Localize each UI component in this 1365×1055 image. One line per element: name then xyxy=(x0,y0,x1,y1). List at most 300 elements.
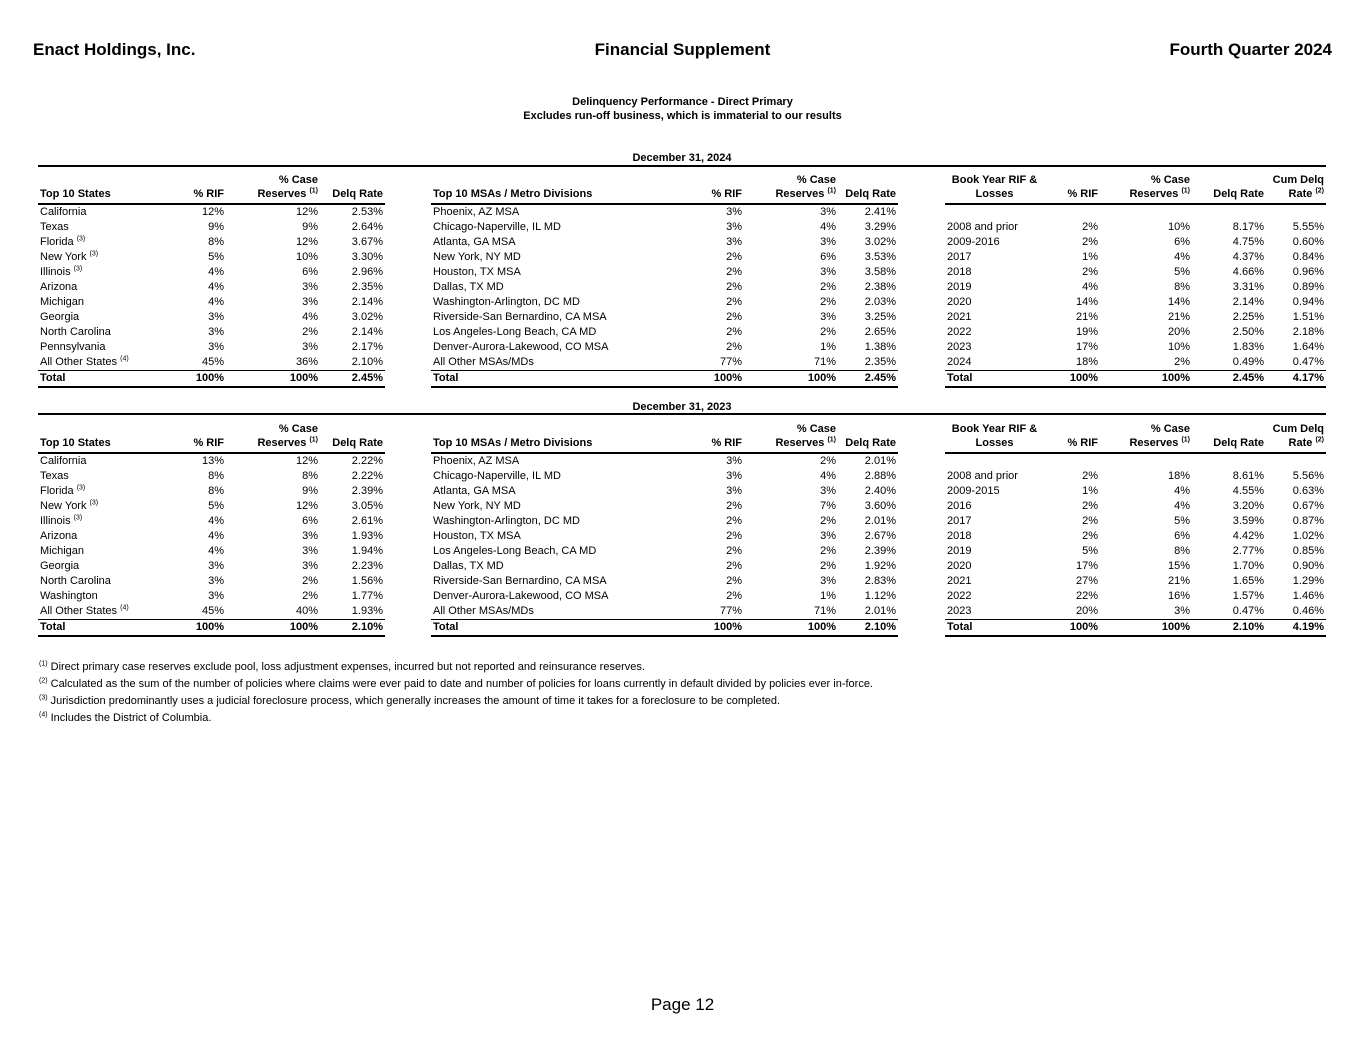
delq-value: 2.39% xyxy=(864,545,896,557)
state-name: Texas xyxy=(40,470,69,482)
table-row xyxy=(431,484,898,499)
cum-delq-value: 0.46% xyxy=(1292,605,1324,617)
rif-value: 2% xyxy=(726,575,742,587)
empty-cell xyxy=(1100,453,1192,469)
cum-delq-value: 0.94% xyxy=(1292,296,1324,308)
msa-name: Phoenix, AZ MSA xyxy=(433,206,520,218)
table-row xyxy=(431,453,898,469)
msa-name: Atlanta, GA MSA xyxy=(433,236,516,248)
empty-cell xyxy=(1044,453,1100,469)
case-value: 8% xyxy=(1174,281,1190,293)
msa-name: All Other MSAs/MDs xyxy=(433,605,534,617)
case-value: 40% xyxy=(295,605,318,617)
table-row xyxy=(431,559,898,574)
case-value: 100% xyxy=(226,620,320,637)
msa-name: Washington-Arlington, DC MD xyxy=(433,296,580,308)
rif-value: 77% xyxy=(719,356,742,368)
case-value: 6% xyxy=(1174,236,1190,248)
table-row xyxy=(945,235,1326,250)
total-label: Total xyxy=(431,371,690,388)
table-row xyxy=(431,499,898,514)
case-value: 18% xyxy=(1167,470,1190,482)
delq-value: 1.70% xyxy=(1232,560,1264,572)
cum-delq-value: 0.67% xyxy=(1292,500,1324,512)
cum-delq-value: 4.17% xyxy=(1266,371,1326,388)
table-row xyxy=(431,235,898,250)
rif-value: 3% xyxy=(726,485,742,497)
table-row xyxy=(945,559,1326,574)
case-value: 100% xyxy=(744,620,838,637)
delq-value: 1.94% xyxy=(351,545,383,557)
msa-name: Riverside-San Bernardino, CA MSA xyxy=(433,575,607,587)
empty-cell xyxy=(1266,204,1326,220)
rif-value: 1% xyxy=(1082,485,1098,497)
case-value: 2% xyxy=(820,326,836,338)
rif-value: 2% xyxy=(726,296,742,308)
col-header-case: % Case Reserves $^{(1)}$ xyxy=(744,420,838,453)
table-row xyxy=(38,514,385,529)
case-value: 3% xyxy=(1174,605,1190,617)
case-value: 3% xyxy=(820,575,836,587)
delq-value: 1.56% xyxy=(351,575,383,587)
footnote-ref: (3) xyxy=(76,484,86,492)
empty-cell xyxy=(945,453,1044,469)
cum-delq-value: 5.56% xyxy=(1292,470,1324,482)
rif-value: 100% xyxy=(177,371,226,388)
case-value: 12% xyxy=(295,206,318,218)
book-year: 2016 xyxy=(947,500,972,512)
case-value: 100% xyxy=(226,371,320,388)
case-value: 4% xyxy=(820,221,836,233)
case-value: 16% xyxy=(1167,590,1190,602)
state-name: Arizona xyxy=(40,281,78,293)
msa-name: Chicago-Naperville, IL MD xyxy=(433,221,561,233)
table-row xyxy=(38,295,385,310)
delq-value: 2.10% xyxy=(320,620,385,637)
company-name: Enact Holdings, Inc. xyxy=(33,40,196,59)
rif-value: 17% xyxy=(1075,341,1098,353)
delq-value: 3.59% xyxy=(1232,515,1264,527)
col-header-book-year: Book Year RIF & Losses xyxy=(945,171,1044,204)
rif-value: 3% xyxy=(208,560,224,572)
rif-value: 100% xyxy=(1044,620,1100,637)
rif-value: 21% xyxy=(1075,311,1098,323)
case-value: 7% xyxy=(820,500,836,512)
case-value: 5% xyxy=(1174,515,1190,527)
book-year: 2022 xyxy=(947,590,972,602)
table-row xyxy=(945,514,1326,529)
cum-delq-value: 5.55% xyxy=(1292,221,1324,233)
delq-value: 1.65% xyxy=(1232,575,1264,587)
rif-value: 3% xyxy=(726,455,742,467)
case-value: 3% xyxy=(302,281,318,293)
case-value: 4% xyxy=(302,311,318,323)
table-row xyxy=(38,559,385,574)
book-year-table xyxy=(945,420,1326,637)
msa-name: Denver-Aurora-Lakewood, CO MSA xyxy=(433,341,609,353)
rif-value: 13% xyxy=(201,455,224,467)
footnote-ref: (1) xyxy=(309,187,318,195)
delq-value: 2.83% xyxy=(864,575,896,587)
cum-delq-value: 1.46% xyxy=(1292,590,1324,602)
delq-value: 8.17% xyxy=(1232,221,1264,233)
case-value: 10% xyxy=(1167,341,1190,353)
delq-value: 2.01% xyxy=(864,455,896,467)
table-row xyxy=(38,204,385,220)
cum-delq-value: 0.96% xyxy=(1292,266,1324,278)
table-row xyxy=(38,310,385,325)
table-row xyxy=(38,250,385,265)
book-year: 2009-2016 xyxy=(947,236,1000,248)
delq-value: 2.10% xyxy=(351,356,383,368)
table-row xyxy=(431,355,898,371)
col-header-delq: Delq Rate xyxy=(838,420,898,453)
col-header-rif: % RIF xyxy=(177,420,226,453)
case-value: 3% xyxy=(302,560,318,572)
delq-value: 2.53% xyxy=(351,206,383,218)
col-header-delq: Delq Rate xyxy=(320,171,385,204)
case-value: 1% xyxy=(820,341,836,353)
footnote-text: Includes the District of Columbia. xyxy=(50,712,212,724)
table-row xyxy=(38,220,385,235)
cum-delq-value: 0.63% xyxy=(1292,485,1324,497)
state-name: Florida $^{(3)}$ xyxy=(40,235,86,248)
delq-value: 2.61% xyxy=(351,515,383,527)
case-value: 2% xyxy=(820,281,836,293)
case-value: 3% xyxy=(302,530,318,542)
footnote-ref: (3) xyxy=(89,250,99,258)
delq-value: 2.14% xyxy=(351,296,383,308)
book-year: 2019 xyxy=(947,281,972,293)
states-table xyxy=(38,171,385,388)
case-value: 3% xyxy=(820,236,836,248)
table-row xyxy=(431,325,898,340)
case-value: 21% xyxy=(1167,311,1190,323)
col-header-msa: Top 10 MSAs / Metro Divisions xyxy=(431,171,690,204)
delq-value: 2.35% xyxy=(351,281,383,293)
footnote xyxy=(39,712,211,724)
delq-value: 3.67% xyxy=(351,236,383,248)
rif-value: 45% xyxy=(201,605,224,617)
table-row xyxy=(945,355,1326,371)
delq-value: 2.03% xyxy=(864,296,896,308)
case-value: 8% xyxy=(1174,545,1190,557)
footnote-ref: (2) xyxy=(1315,436,1324,444)
delq-value: 2.38% xyxy=(864,281,896,293)
delq-value: 8.61% xyxy=(1232,470,1264,482)
msa-name: Los Angeles-Long Beach, CA MD xyxy=(433,326,597,338)
delq-value: 2.22% xyxy=(351,455,383,467)
book-year: 2020 xyxy=(947,560,972,572)
state-name: Florida $^{(3)}$ xyxy=(40,484,86,497)
delq-value: 1.93% xyxy=(351,605,383,617)
col-header-case: % Case Reserves $^{(1)}$ xyxy=(1100,171,1192,204)
rif-value: 9% xyxy=(208,221,224,233)
book-year-table xyxy=(945,171,1326,388)
rif-value: 100% xyxy=(177,620,226,637)
table-row xyxy=(38,469,385,484)
rif-value: 22% xyxy=(1075,590,1098,602)
delq-value: 2.50% xyxy=(1232,326,1264,338)
state-name: All Other States $^{(4)}$ xyxy=(40,604,129,617)
case-value: 100% xyxy=(1100,620,1192,637)
col-header-case: % Case Reserves $^{(1)}$ xyxy=(1100,420,1192,453)
empty-cell xyxy=(1266,453,1326,469)
delq-value: 3.02% xyxy=(351,311,383,323)
delq-value: 2.10% xyxy=(838,620,898,637)
table-row xyxy=(38,325,385,340)
case-value: 10% xyxy=(1167,221,1190,233)
rif-value: 5% xyxy=(208,251,224,263)
table-row xyxy=(431,604,898,620)
case-value: 3% xyxy=(820,206,836,218)
table-row xyxy=(38,499,385,514)
table-row xyxy=(431,204,898,220)
delq-value: 3.53% xyxy=(864,251,896,263)
total-row xyxy=(38,620,385,637)
delq-value: 2.01% xyxy=(864,515,896,527)
table-row xyxy=(945,250,1326,265)
book-year: 2018 xyxy=(947,266,972,278)
rif-value: 3% xyxy=(208,311,224,323)
delq-value: 2.17% xyxy=(351,341,383,353)
table-row xyxy=(431,265,898,280)
case-value: 2% xyxy=(302,326,318,338)
case-value: 3% xyxy=(302,296,318,308)
header-row xyxy=(38,420,385,453)
table-row xyxy=(38,265,385,280)
table-row xyxy=(38,355,385,371)
state-name: Georgia xyxy=(40,311,80,323)
cum-delq-value: 1.51% xyxy=(1292,311,1324,323)
states-table xyxy=(38,420,385,637)
rif-value: 2% xyxy=(1082,236,1098,248)
rif-value: 4% xyxy=(208,530,224,542)
delq-value: 2.23% xyxy=(351,560,383,572)
rif-value: 19% xyxy=(1075,326,1098,338)
col-header-delq: Delq Rate xyxy=(320,420,385,453)
rif-value: 8% xyxy=(208,236,224,248)
book-year: 2023 xyxy=(947,341,972,353)
page-number: Page 12 xyxy=(650,995,715,1014)
header-row xyxy=(945,420,1326,453)
rif-value: 3% xyxy=(726,470,742,482)
section-title: Delinquency Performance - Direct Primary xyxy=(572,96,793,108)
total-row xyxy=(431,371,898,388)
empty-cell xyxy=(945,204,1044,220)
msa-name: Atlanta, GA MSA xyxy=(433,485,516,497)
table-row xyxy=(431,589,898,604)
book-year: 2022 xyxy=(947,326,972,338)
case-value: 8% xyxy=(302,470,318,482)
case-value: 2% xyxy=(820,296,836,308)
msa-table xyxy=(431,171,898,388)
table-row xyxy=(431,295,898,310)
book-year: 2020 xyxy=(947,296,972,308)
col-header-case: % Case Reserves $^{(1)}$ xyxy=(744,171,838,204)
table-row xyxy=(945,325,1326,340)
case-value: 2% xyxy=(820,455,836,467)
rif-value: 2% xyxy=(1082,515,1098,527)
delq-value: 2.39% xyxy=(351,485,383,497)
msa-name: Houston, TX MSA xyxy=(433,530,521,542)
table-row xyxy=(945,589,1326,604)
delq-value: 2.25% xyxy=(1232,311,1264,323)
col-header-state: Top 10 States xyxy=(38,420,177,453)
col-header-msa: Top 10 MSAs / Metro Divisions xyxy=(431,420,690,453)
state-name: New York $^{(3)}$ xyxy=(40,250,99,263)
case-value: 100% xyxy=(1100,371,1192,388)
total-row xyxy=(431,620,898,637)
rif-value: 3% xyxy=(208,341,224,353)
table-row xyxy=(945,544,1326,559)
header-row xyxy=(38,171,385,204)
table-row xyxy=(38,529,385,544)
table-row xyxy=(945,529,1326,544)
table-row xyxy=(38,589,385,604)
cum-delq-value: 0.60% xyxy=(1292,236,1324,248)
delq-value: 0.47% xyxy=(1232,605,1264,617)
state-name: Illinois $^{(3)}$ xyxy=(40,514,83,527)
rif-value: 20% xyxy=(1075,605,1098,617)
delq-value: 2.35% xyxy=(864,356,896,368)
delq-value: 3.31% xyxy=(1232,281,1264,293)
col-header-rif: % RIF xyxy=(690,171,744,204)
rif-value: 5% xyxy=(1082,545,1098,557)
delq-value: 3.02% xyxy=(864,236,896,248)
delq-value: 2.40% xyxy=(864,485,896,497)
rif-value: 100% xyxy=(690,620,744,637)
spacer-row xyxy=(945,204,1326,220)
table-row xyxy=(38,280,385,295)
case-value: 2% xyxy=(302,575,318,587)
case-value: 36% xyxy=(295,356,318,368)
cum-delq-value: 0.84% xyxy=(1292,251,1324,263)
total-row xyxy=(38,371,385,388)
state-name: California xyxy=(40,455,87,467)
state-name: Arizona xyxy=(40,530,78,542)
rif-value: 18% xyxy=(1075,356,1098,368)
delq-value: 2.45% xyxy=(320,371,385,388)
msa-name: New York, NY MD xyxy=(433,500,521,512)
case-value: 2% xyxy=(820,545,836,557)
cum-delq-value: 1.64% xyxy=(1292,341,1324,353)
rif-value: 14% xyxy=(1075,296,1098,308)
delq-value: 3.29% xyxy=(864,221,896,233)
table-row xyxy=(38,604,385,620)
rif-value: 4% xyxy=(208,545,224,557)
rif-value: 4% xyxy=(1082,281,1098,293)
footnote-ref: (1) xyxy=(827,436,836,444)
rif-value: 2% xyxy=(1082,470,1098,482)
table-row xyxy=(431,280,898,295)
rif-value: 4% xyxy=(208,266,224,278)
total-label: Total xyxy=(38,371,177,388)
case-value: 4% xyxy=(1174,500,1190,512)
footnote-marker: (3) xyxy=(39,694,48,702)
rif-value: 5% xyxy=(208,500,224,512)
cum-delq-value: 4.19% xyxy=(1266,620,1326,637)
delq-value: 3.05% xyxy=(351,500,383,512)
book-year: 2018 xyxy=(947,530,972,542)
table-row xyxy=(431,514,898,529)
book-year: 2024 xyxy=(947,356,972,368)
delq-value: 2.96% xyxy=(351,266,383,278)
rif-value: 2% xyxy=(726,251,742,263)
col-header-book-year: Book Year RIF & Losses xyxy=(945,420,1044,453)
delq-value: 4.55% xyxy=(1232,485,1264,497)
rif-value: 3% xyxy=(208,575,224,587)
col-header-delq: Delq Rate xyxy=(1192,171,1266,204)
rif-value: 3% xyxy=(208,590,224,602)
delq-value: 4.42% xyxy=(1232,530,1264,542)
book-year: 2017 xyxy=(947,515,972,527)
total-label: Total xyxy=(945,620,1044,637)
msa-name: Houston, TX MSA xyxy=(433,266,521,278)
rif-value: 2% xyxy=(1082,221,1098,233)
col-header-case: % Case Reserves $^{(1)}$ xyxy=(226,420,320,453)
rif-value: 2% xyxy=(726,515,742,527)
rif-value: 8% xyxy=(208,470,224,482)
footnote-ref: (4) xyxy=(120,355,129,363)
col-header-state: Top 10 States xyxy=(38,171,177,204)
footnote-marker: (2) xyxy=(39,677,48,685)
col-header-cum-delq: Cum Delq Rate $^{(2)}$ xyxy=(1266,171,1326,204)
section-titles xyxy=(0,95,1365,123)
rif-value: 3% xyxy=(726,221,742,233)
footnote xyxy=(39,678,873,690)
state-name: California xyxy=(40,206,87,218)
state-name: Michigan xyxy=(40,545,85,557)
msa-name: Los Angeles-Long Beach, CA MD xyxy=(433,545,597,557)
msa-name: Denver-Aurora-Lakewood, CO MSA xyxy=(433,590,609,602)
rif-value: 12% xyxy=(201,206,224,218)
cum-delq-value: 0.85% xyxy=(1292,545,1324,557)
case-value: 6% xyxy=(302,266,318,278)
rif-value: 3% xyxy=(208,326,224,338)
col-header-cum-delq: Cum Delq Rate $^{(2)}$ xyxy=(1266,420,1326,453)
spacer-row xyxy=(945,453,1326,469)
table-row xyxy=(38,235,385,250)
delq-value: 0.49% xyxy=(1232,356,1264,368)
rif-value: 2% xyxy=(1082,266,1098,278)
footnote-ref: (3) xyxy=(73,514,83,522)
table-row xyxy=(945,295,1326,310)
book-year: 2023 xyxy=(947,605,972,617)
col-header-rif: % RIF xyxy=(177,171,226,204)
state-name: Georgia xyxy=(40,560,80,572)
msa-name: Washington-Arlington, DC MD xyxy=(433,515,580,527)
case-value: 1% xyxy=(820,590,836,602)
col-header-rif: % RIF xyxy=(690,420,744,453)
case-value: 71% xyxy=(813,605,836,617)
col-header-delq: Delq Rate xyxy=(1192,420,1266,453)
rif-value: 2% xyxy=(1082,530,1098,542)
book-year: 2009-2015 xyxy=(947,485,1000,497)
rif-value: 1% xyxy=(1082,251,1098,263)
table-row xyxy=(945,310,1326,325)
rif-value: 4% xyxy=(208,281,224,293)
rif-value: 17% xyxy=(1075,560,1098,572)
case-value: 100% xyxy=(744,371,838,388)
rif-value: 4% xyxy=(208,515,224,527)
msa-name: Chicago-Naperville, IL MD xyxy=(433,470,561,482)
footnote-marker: (1) xyxy=(39,660,48,668)
table-row xyxy=(431,310,898,325)
cum-delq-value: 0.47% xyxy=(1292,356,1324,368)
case-value: 3% xyxy=(820,485,836,497)
delq-value: 2.77% xyxy=(1232,545,1264,557)
